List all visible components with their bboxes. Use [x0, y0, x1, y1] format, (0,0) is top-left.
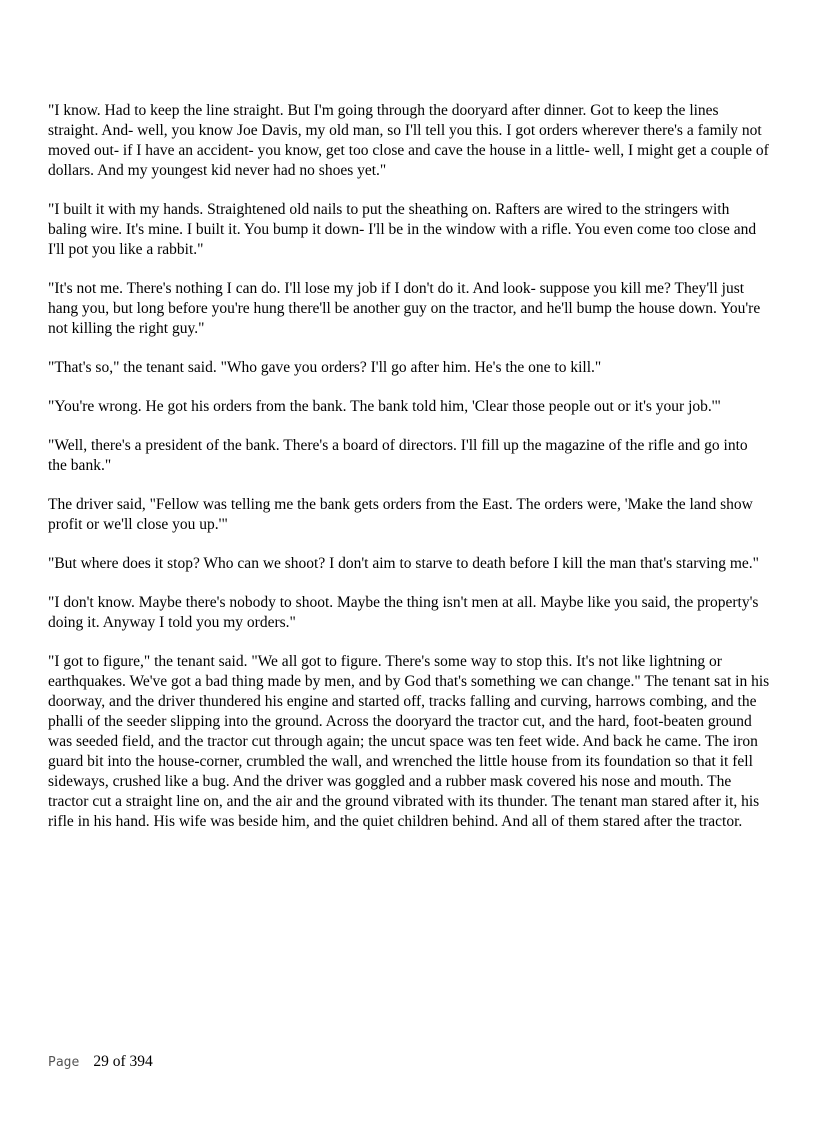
paragraph: "I got to figure," the tenant said. "We all got to figure. There's some way to stop this. It's not like lightning or earthquakes. We've got a bad thing made by men, and by God that's something we can change." The tenant sat in his doorway, and the driver thundered his engine and started off, tracks falling and curving, harrows combing, and the phalli of the seeder slipping into the ground. Across the dooryard the tractor cut, and the hard, foot-beaten ground was seeded field, and the tractor cut through again; the uncut space was ten feet wide. And back he came. The iron guard bit into the house-corner, crumbled the wall, and wrenched the little house from its foundation so that it fell sideways, crushed like a bug. And the driver was goggled and a rubber mask covered his nose and mouth. The tractor cut a straight line on, and the air and the ground vibrated with its thunder. The tenant man stared after it, his rifle in his hand. His wife was beside him, and the quiet children behind. And all of them stared after the tractor. — [48, 653, 770, 830]
paragraph: "I know. Had to keep the line straight. But I'm going through the dooryard after dinner. Got to keep the lines straight. And- well, you know Joe Davis, my old man, so I'll tell you this. I got orders wherever there's a family not moved out- if I have an accident- you know, get too close and cave the house in a little- well, I might get a couple of dollars. And my youngest kid never had no shoes yet." — [48, 102, 769, 179]
paragraph: "But where does it stop? Who can we shoot? I don't aim to starve to death before I kill the man that's starving me." — [48, 555, 759, 572]
paragraph: "You're wrong. He got his orders from the bank. The bank told him, 'Clear those people out or it's your job.'" — [48, 398, 721, 415]
paragraph: "I don't know. Maybe there's nobody to shoot. Maybe the thing isn't men at all. Maybe like you said, the property's doing it. Anyway I told you my orders." — [48, 594, 759, 631]
page-number: 29 of 394 — [93, 1053, 153, 1070]
paragraph: "It's not me. There's nothing I can do. I'll lose my job if I don't do it. And look- suppose you kill me? They'll just hang you, but long before you're hung there'll be another guy on the tractor, and he'll bump the house down. You're not killing the right guy." — [48, 280, 761, 337]
page-label: Page — [48, 1055, 80, 1070]
paragraph: The driver said, "Fellow was telling me the bank gets orders from the East. The orders were, 'Make the land show profit or we'll close you up.'" — [48, 496, 753, 533]
paragraph: "Well, there's a president of the bank. There's a board of directors. I'll fill up the magazine of the rifle and go into the bank." — [48, 437, 748, 474]
paragraph: "That's so," the tenant said. "Who gave you orders? I'll go after him. He's the one to kill." — [48, 359, 602, 376]
paragraph: "I built it with my hands. Straightened old nails to put the sheathing on. Rafters are wired to the stringers with baling wire. It's mine. I built it. You bump it down- I'll be in the window with a rifle. You even come too close and I'll pot you like a rabbit." — [48, 201, 757, 258]
page-body — [48, 101, 770, 851]
page-footer — [48, 1053, 153, 1071]
